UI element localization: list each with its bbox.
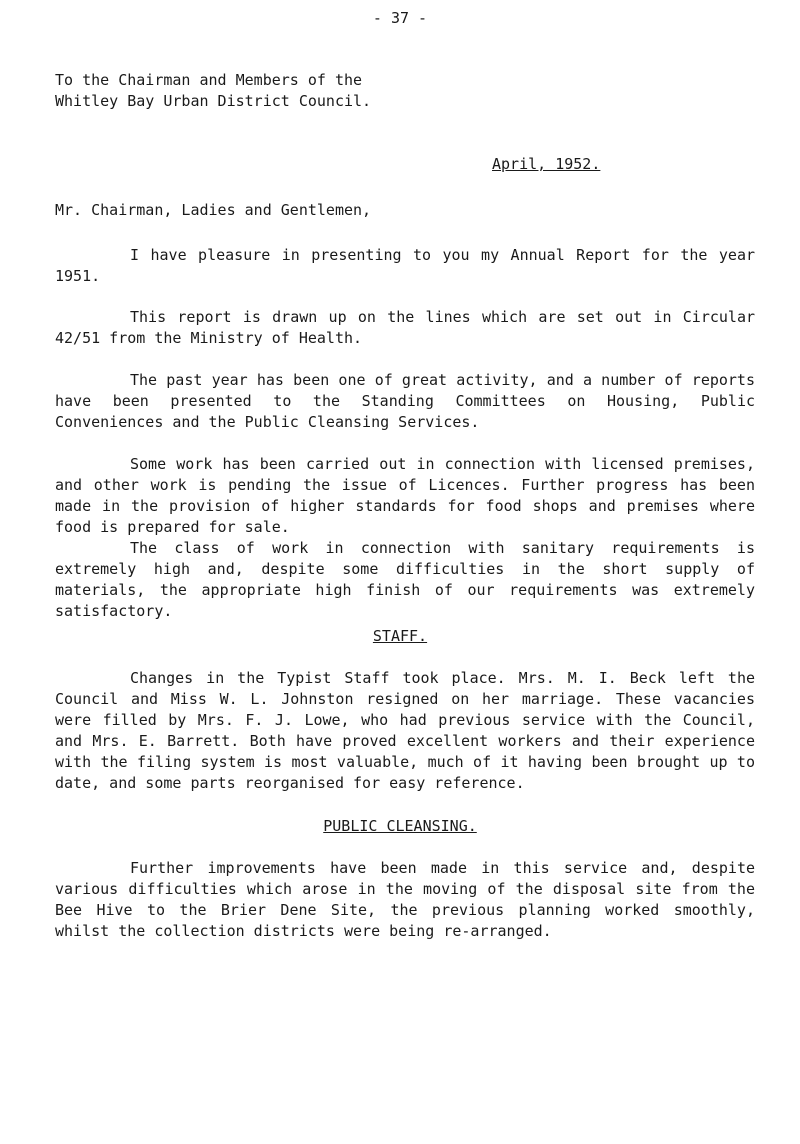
paragraph-activity-text: The past year has been one of great activity, and a number of reports have been presented to the Standing Committees on Housing, Public Conveniences and the Public Cleansing Services. <box>55 371 755 431</box>
paragraph-circular <box>55 307 755 349</box>
paragraph-cleansing-improvements-text: Further improvements have been made in this service and, despite various difficulties which arose in the moving of the disposal site from the Bee Hive to the Brier Dene Site, the previous planning worked smoothly, whilst the collection districts were being re-arranged. <box>55 859 755 940</box>
heading-public-cleansing: PUBLIC CLEANSING. <box>323 817 477 835</box>
paragraph-licensed-premises <box>55 454 755 538</box>
paragraph-cleansing-improvements <box>55 858 755 942</box>
paragraph-activity <box>55 370 755 433</box>
paragraph-introduction-text: I have pleasure in presenting to you my Annual Report for the year 1951. <box>55 246 755 285</box>
addressee-line-2: Whitley Bay Urban District Council. <box>55 92 372 110</box>
paragraph-staff-changes <box>55 668 755 794</box>
report-date: April, 1952. <box>492 155 601 173</box>
paragraph-staff-changes-text: Changes in the Typist Staff took place. Mrs. M. I. Beck left the Council and Miss W. L. Johnston resigned on her marriage. These vacancies were filled by Mrs. F. J. Lowe, who had previous service with the Council, and Mrs. E. Barrett. Both have proved excellent workers and their experience with the filing system is most valuable, much of it having been brought up to date, and some parts reorganised for easy reference. <box>55 669 755 792</box>
addressee-block <box>55 70 755 112</box>
page-number: - 37 - <box>372 9 428 27</box>
addressee-line-1: To the Chairman and Members of the <box>55 71 363 89</box>
paragraph-sanitary-requirements-text: The class of work in connection with sanitary requirements is extremely high and, despite some difficulties in the short supply of materials, the appropriate high finish of our requirements was extremely satisfactory. <box>55 539 755 620</box>
paragraph-licensed-premises-text: Some work has been carried out in connection with licensed premises, and other work is pending the issue of Licences. Further progress has been made in the provision of higher standards for food shops and premises where food is prepared for sale. <box>55 455 755 536</box>
salutation: Mr. Chairman, Ladies and Gentlemen, <box>55 201 372 219</box>
paragraph-introduction <box>55 245 755 287</box>
paragraph-sanitary-requirements <box>55 538 755 622</box>
paragraph-circular-text: This report is drawn up on the lines which are set out in Circular 42/51 from the Ministry of Health. <box>55 308 755 347</box>
heading-staff: STAFF. <box>372 627 428 645</box>
